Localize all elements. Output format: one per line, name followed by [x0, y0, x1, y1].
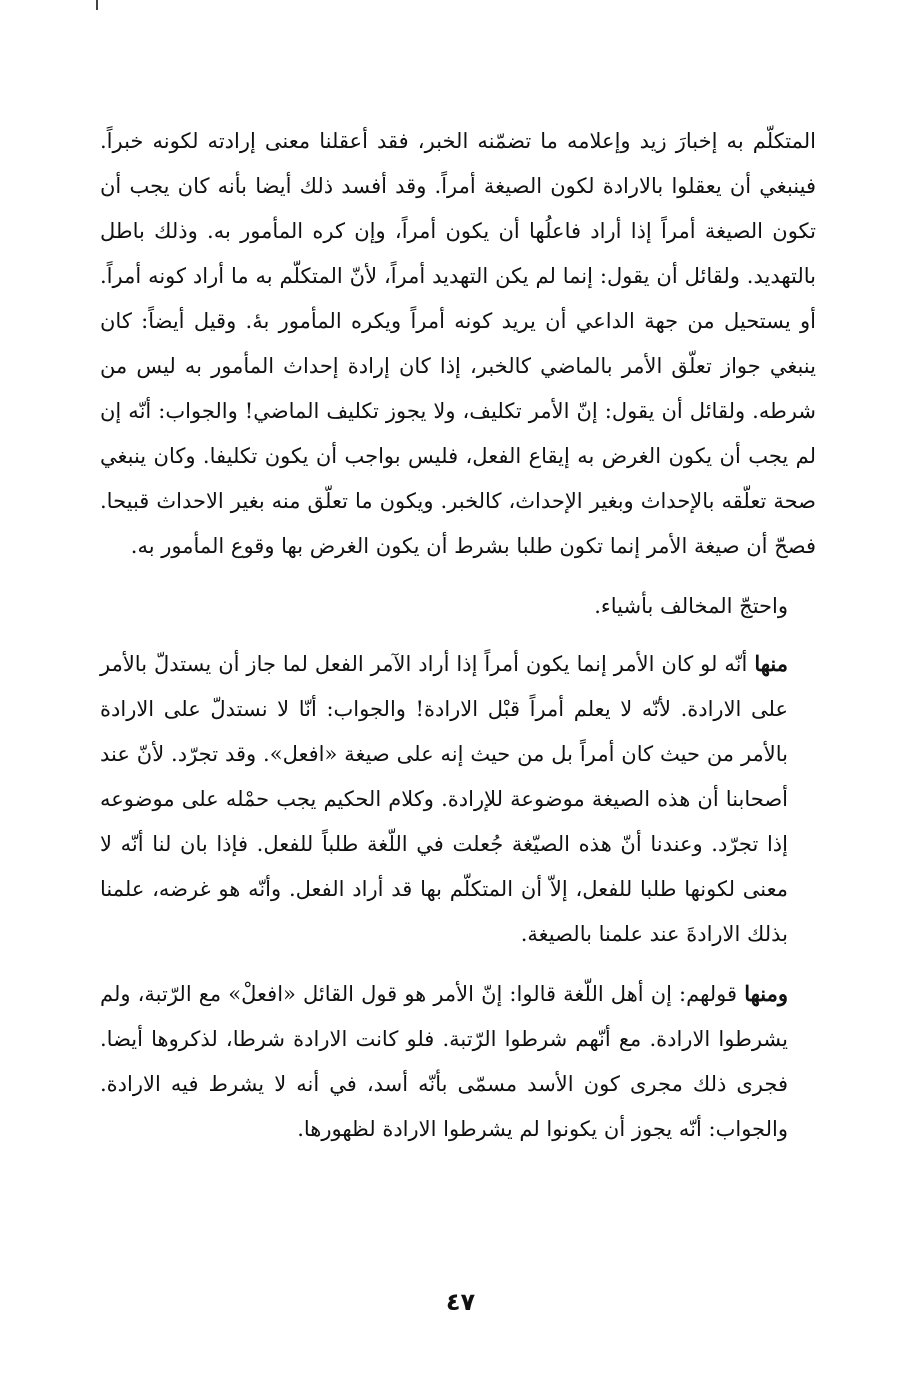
- paragraph-lead: منها: [754, 651, 788, 676]
- paragraph-text: المتكلّم به إخبارَ زيد وإعلامه ما تضمّنه الخبر، فقد أعقلنا معنى إرادته لكونه خبراً. فينبغي أن يعقلوا بالارادة لكون الصيغة أمراً. وقد أفسد ذلك أيضا بأنه كان يجب أن تكون الصيغة أمراً إذا أراد فاعلُها أن يكون أمراً، وإن كره المأمور به. وذلك باطل بالتهديد. ولقائل أن يقول: إنما لم يكن التهديد أمراً، لأنّ المتكلّم به ما أراد كونه أمراً. أو يستحيل من جهة الداعي أن يريد كونه أمراً ويكره المأمور بهٔ. وقيل أيضاً: كان ينبغي جواز تعلّق الأمر بالماضي كالخبر، إذا كان إرادة إحداث المأمور به ليس من شرطه. ولقائل أن يقول: إنّ الأمر تكليف، ولا يجوز تكليف الماضي! والجواب: أنّه إن لم يجب أن يكون الغرض به إيقاع الفعل، فليس بواجب أن يكون تكليفا. وكان ينبغي صحة تعلّقه بالإحداث وبغير الإحداث، كالخبر. ويكون ما تعلّق منه بغير الاحداث قبيحا. فصحّ أن صيغة الأمر إنما تكون طلبا بشرط أن يكون الغرض بها وقوع المأمور به.: [100, 129, 816, 558]
- scan-mark: [96, 0, 98, 10]
- paragraph-text: قولهم: إن أهل اللّغة قالوا: إنّ الأمر هو قول القائل «افعلْ» مع الرّتبة، ولم يشرطوا الارادة. مع أنّهم شرطوا الرّتبة. فلو كانت الارادة شرطا، لذكروها أيضا. فجرى ذلك مجرى كون الأسد مسمّى بأنّه أسد، في أنه لا يشرط فيه الارادة. والجواب: أنّه يجوز أن يكونوا لم يشرطوا الارادة لظهورها.: [100, 982, 788, 1141]
- paragraph-1: [100, 118, 816, 569]
- paragraph-text: أنّه لو كان الأمر إنما يكون أمراً إذا أراد الآمر الفعل لما جاز أن يستدلّ بالأمر على الارادة. لأنّه لا يعلم أمراً قبْل الارادة! والجواب: أنّا لا نستدلّ على الارادة بالأمر من حيث كان أمراً بل من حيث إنه على صيغة «افعل». وقد تجرّد. لأنّ عند أصحابنا أن هذه الصيغة موضوعة للإرادة. وكلام الحكيم يجب حمْله على موضوعه إذا تجرّد. وعندنا أنّ هذه الصيّغة جُعلت في اللّغة طلباً للفعل. فإذا بان لنا أنّه لا معنى لكونها طلبا للفعل، إلاّ أن المتكلّم بها قد أراد الفعل. وأنّه هو غرضه، علمنا بذلك الارادةَ عند علمنا بالصيغة.: [100, 652, 788, 946]
- paragraph-2: [100, 583, 816, 629]
- page-number: ٤٧: [445, 1288, 476, 1316]
- paragraph-4: [100, 971, 816, 1152]
- paragraph-text: واحتجّ المخالف بأشياء.: [594, 594, 788, 618]
- paragraph-3: [100, 641, 816, 957]
- paragraph-lead: ومنها: [744, 981, 788, 1006]
- page-body: [100, 118, 816, 1318]
